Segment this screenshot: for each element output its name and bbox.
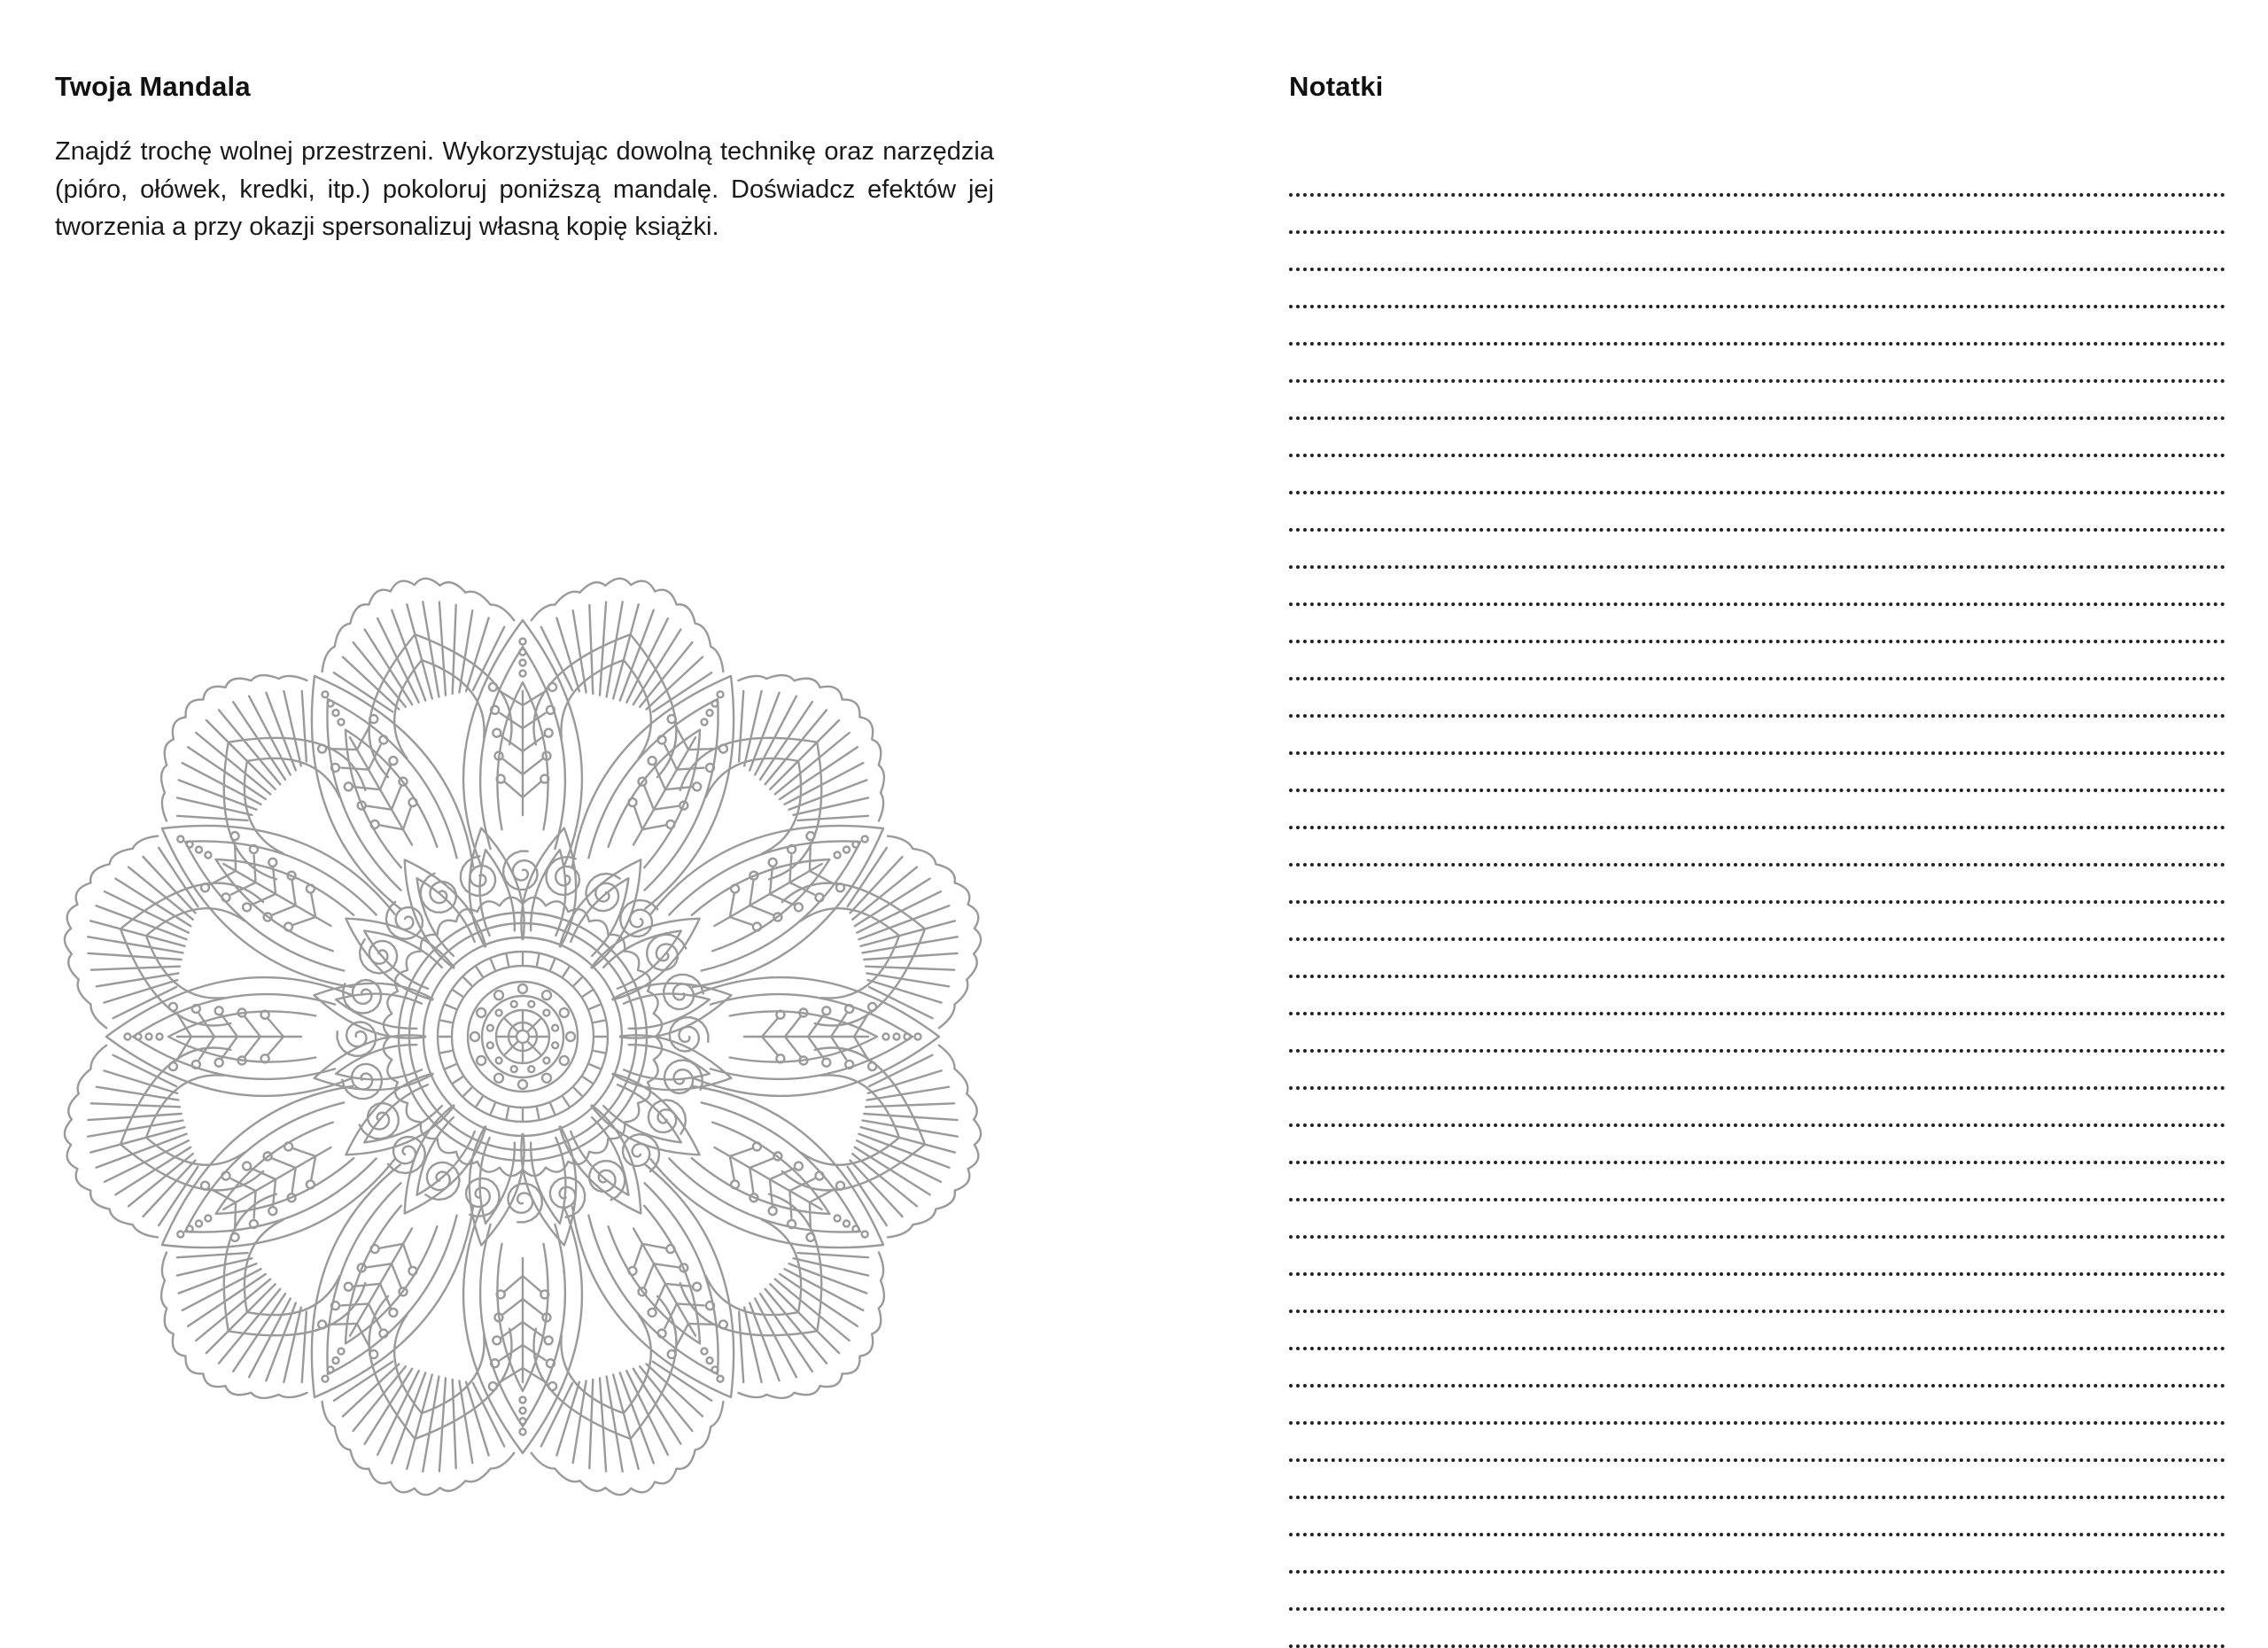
note-line[interactable] [1289, 718, 2225, 755]
note-line[interactable] [1289, 308, 2225, 346]
page-title-mandala: Twoja Mandala [55, 71, 251, 102]
note-line[interactable] [1289, 1276, 2225, 1313]
note-line[interactable] [1289, 494, 2225, 532]
note-line[interactable] [1289, 1090, 2225, 1127]
note-line[interactable] [1289, 1313, 2225, 1350]
note-line[interactable] [1289, 1127, 2225, 1164]
mandala-svg [35, 549, 1010, 1524]
note-line[interactable] [1289, 1499, 2225, 1536]
note-line[interactable] [1289, 1053, 2225, 1090]
note-line[interactable] [1289, 978, 2225, 1015]
intro-paragraph: Znajdź trochę wolnej przestrzeni. Wykorzystując dowolną technikę oraz narzędzia (pióro, ołówek, kredki, itp.) pokoloruj poniższą mandalę. Doświadcz efektów jej tworzenia a przy okazji spersonalizuj własną kopię książki. [55, 137, 994, 241]
note-line[interactable] [1289, 1350, 2225, 1388]
page-title-notes: Notatki [1289, 71, 1384, 102]
note-line[interactable] [1289, 941, 2225, 978]
note-line[interactable] [1289, 1536, 2225, 1574]
note-line[interactable] [1289, 457, 2225, 494]
right-page [1289, 64, 2225, 110]
note-line[interactable] [1289, 1164, 2225, 1201]
note-line[interactable] [1289, 643, 2225, 680]
note-line[interactable] [1289, 755, 2225, 792]
note-line[interactable] [1289, 867, 2225, 904]
note-line[interactable] [1289, 680, 2225, 718]
note-line[interactable] [1289, 792, 2225, 829]
note-line[interactable] [1289, 346, 2225, 383]
note-line[interactable] [1289, 532, 2225, 569]
note-line[interactable] [1289, 197, 2225, 234]
note-line[interactable] [1289, 1611, 2225, 1648]
note-line[interactable] [1289, 1388, 2225, 1425]
note-line[interactable] [1289, 383, 2225, 420]
note-line[interactable] [1289, 569, 2225, 606]
note-line[interactable] [1289, 159, 2225, 197]
note-line[interactable] [1289, 606, 2225, 643]
note-line[interactable] [1289, 1425, 2225, 1462]
note-line[interactable] [1289, 1201, 2225, 1239]
left-page [55, 64, 994, 272]
notes-lines [1289, 159, 2225, 1648]
mandala-illustration [35, 549, 1010, 1524]
note-line[interactable] [1289, 829, 2225, 867]
note-line[interactable] [1289, 420, 2225, 457]
note-line[interactable] [1289, 234, 2225, 271]
note-line[interactable] [1289, 1015, 2225, 1053]
note-line[interactable] [1289, 1574, 2225, 1611]
note-line[interactable] [1289, 904, 2225, 941]
note-line[interactable] [1289, 1239, 2225, 1276]
note-line[interactable] [1289, 1462, 2225, 1499]
note-line[interactable] [1289, 271, 2225, 308]
